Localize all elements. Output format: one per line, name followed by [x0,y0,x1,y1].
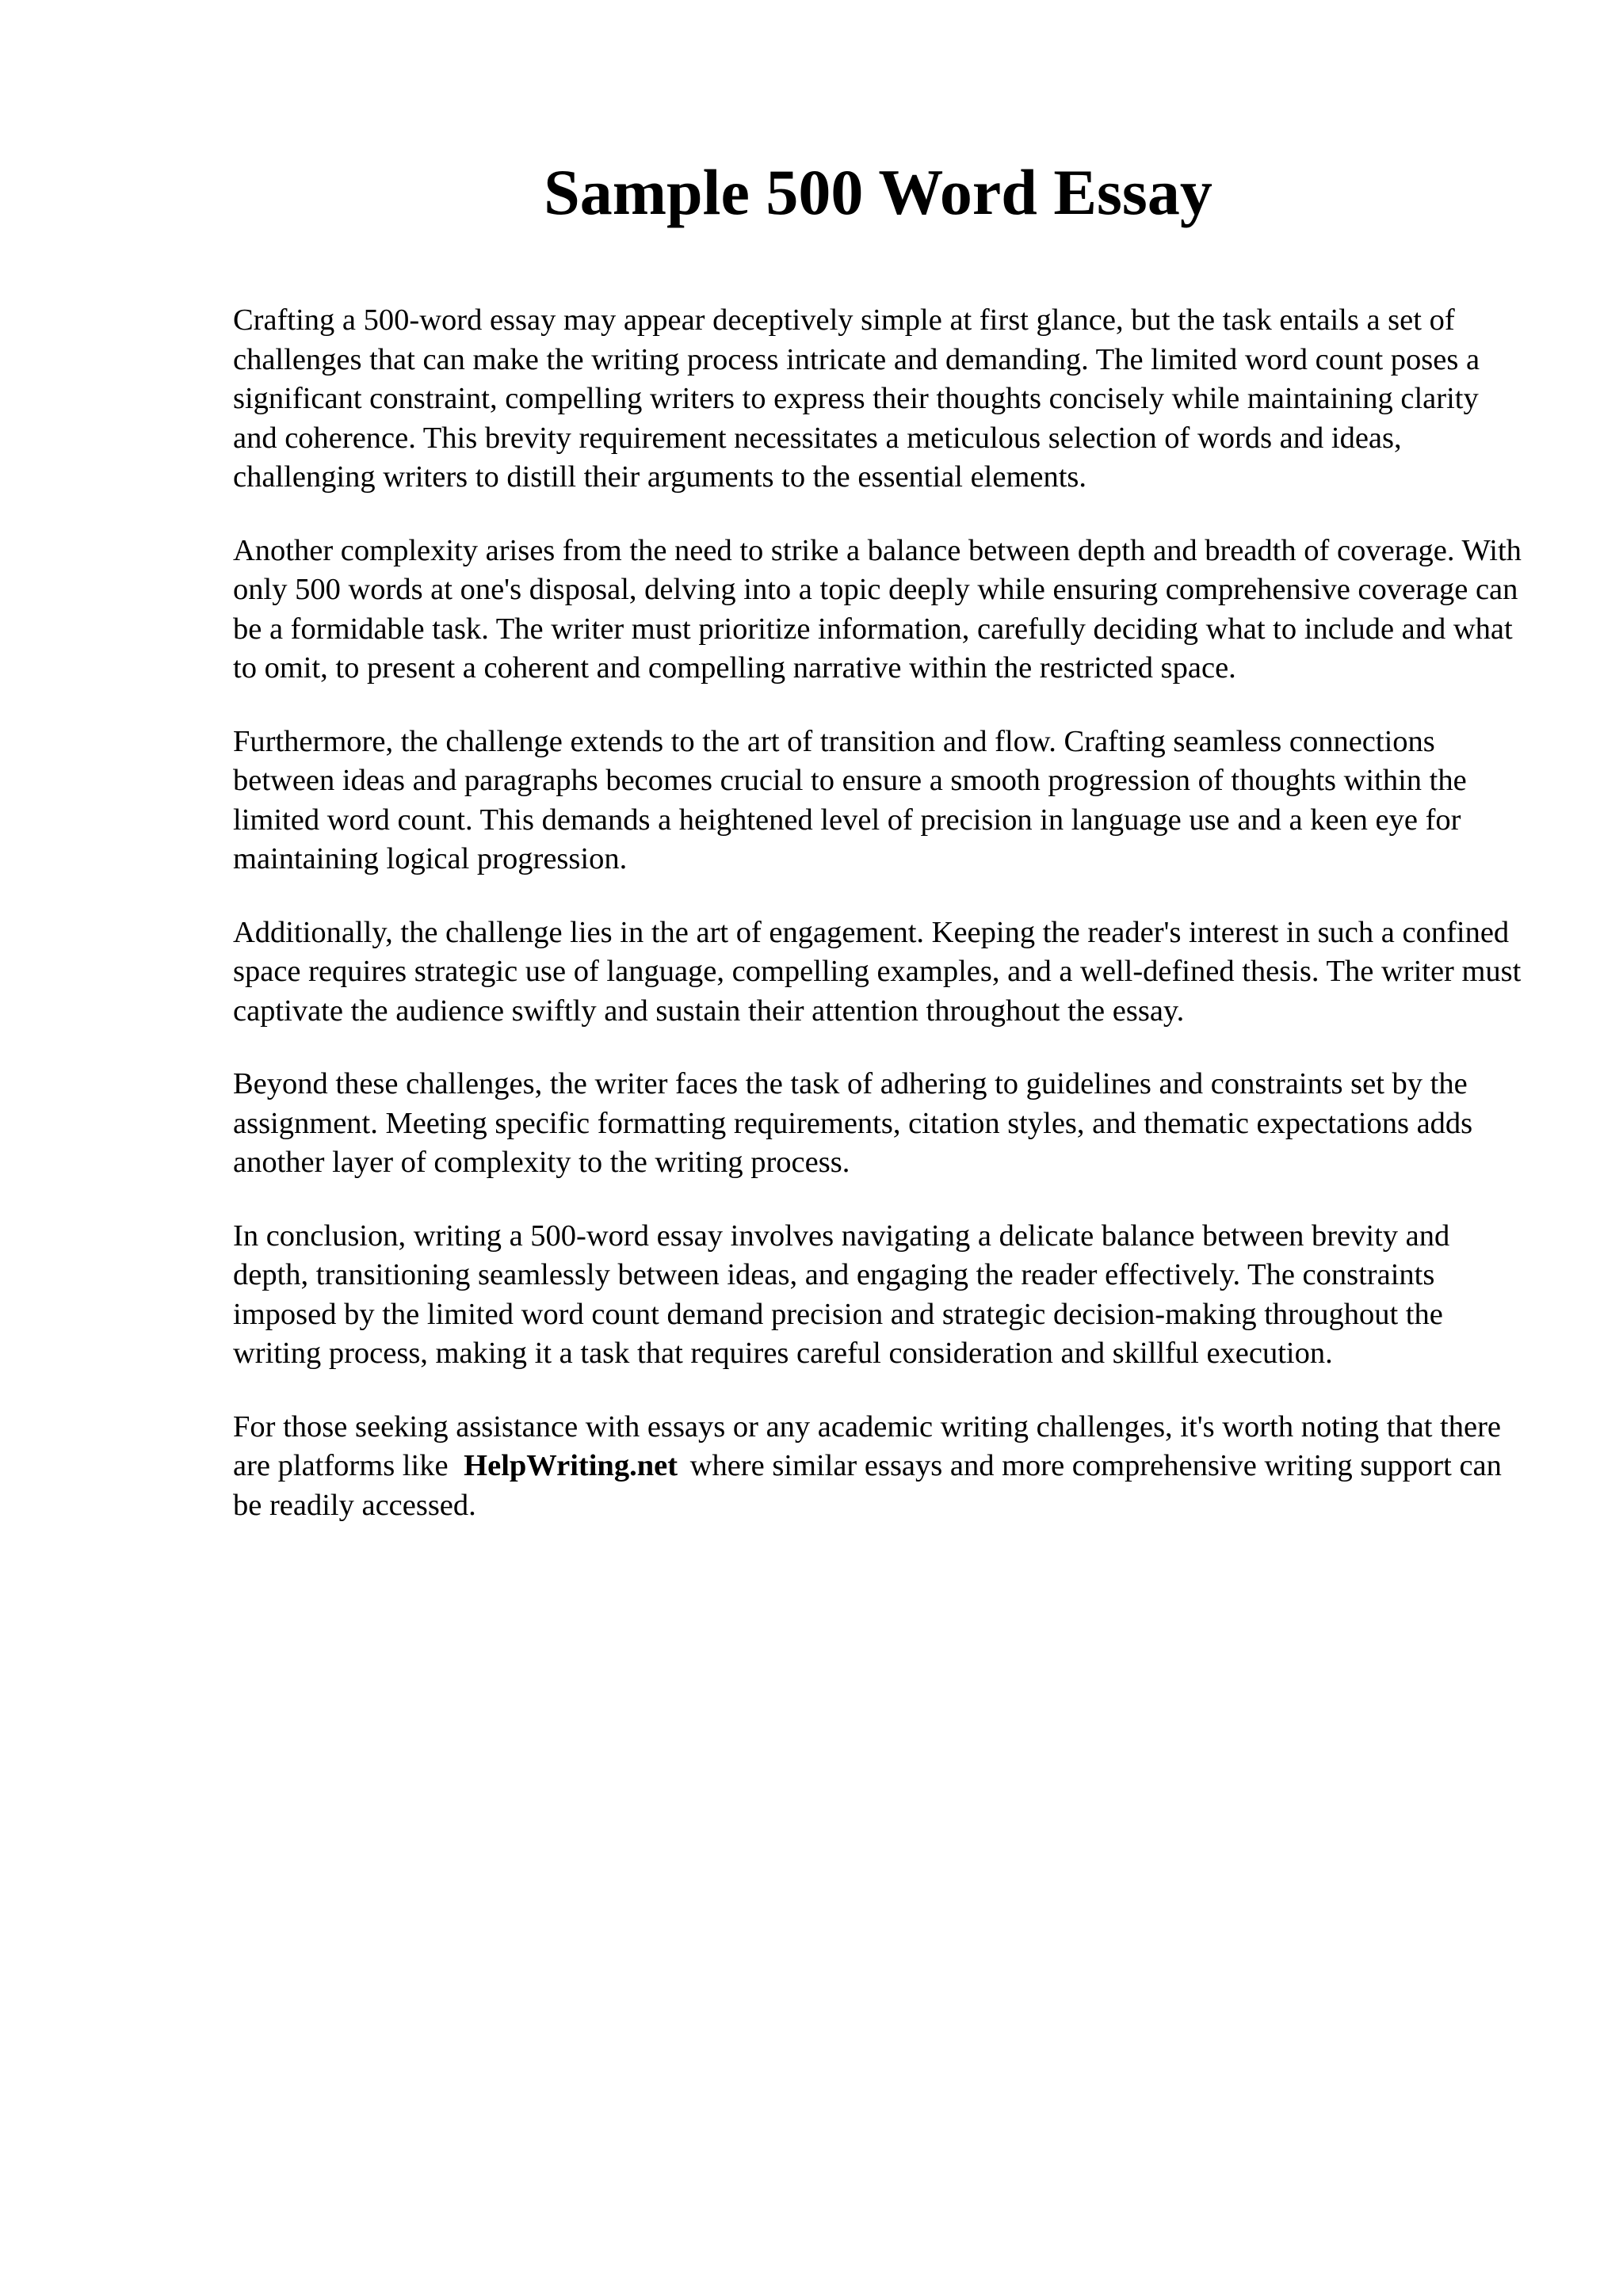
closing-text-before: For those seeking assistance with essays or any academic writing challenges, it's worth noting that there are platforms like [233,1409,1502,1482]
paragraph-1: Crafting a 500-word essay may appear deceptively simple at first glance, but the task entails a set of challenges that can make the writing process intricate and demanding. The limited word count poses a significant constraint, compelling writers to express their thoughts concisely while maintaining clarity and coherence. This brevity requirement necessitates a meticulous selection of words and ideas, challenging writers to distill their arguments to the essential elements. [233,303,1480,494]
paragraph-6: In conclusion, writing a 500-word essay involves navigating a delicate balance between brevity and depth, transitioning seamlessly between ideas, and engaging the reader effectively. The constraints imposed by the limited word count demand precision and strategic decision-making throughout the writing process, making it a task that requires careful consideration and skillful execution. [233,1219,1450,1370]
closing-text-after: where similar essays and more comprehensive writing support can be readily accessed. [233,1449,1502,1522]
helpwriting-link[interactable]: HelpWriting.net [464,1449,678,1482]
paragraph-5: Beyond these challenges, the writer faces the task of adhering to guidelines and constraints set by the assignment. Meeting specific formatting requirements, citation styles, and thematic expectations adds another layer of complexity to the writing process. [233,1067,1473,1179]
paragraph-2: Another complexity arises from the need to strike a balance between depth and breadth of coverage. With only 500 words at one's disposal, delving into a topic deeply while ensuring comprehensive coverage can be a formidable task. The writer must prioritize information, carefully deciding what to include and what to omit, to present a coherent and compelling narrative within the restricted space. [233,533,1522,685]
closing-paragraph [233,1408,1526,1526]
paragraph-4: Additionally, the challenge lies in the art of engagement. Keeping the reader's interest in such a confined space requires strategic use of language, compelling examples, and a well-defined thesis. The writer must captivate the audience swiftly and sustain their attention throughout the essay. [233,915,1522,1028]
paragraph-3: Furthermore, the challenge extends to the art of transition and flow. Crafting seamless connections between ideas and paragraphs becomes crucial to ensure a smooth progression of thoughts within the limited word count. This demands a heightened level of precision in language use and a keen eye for maintaining logical progression. [233,724,1467,875]
document-title: Sample 500 Word Essay [544,156,1212,228]
essay-body [233,301,1526,1559]
